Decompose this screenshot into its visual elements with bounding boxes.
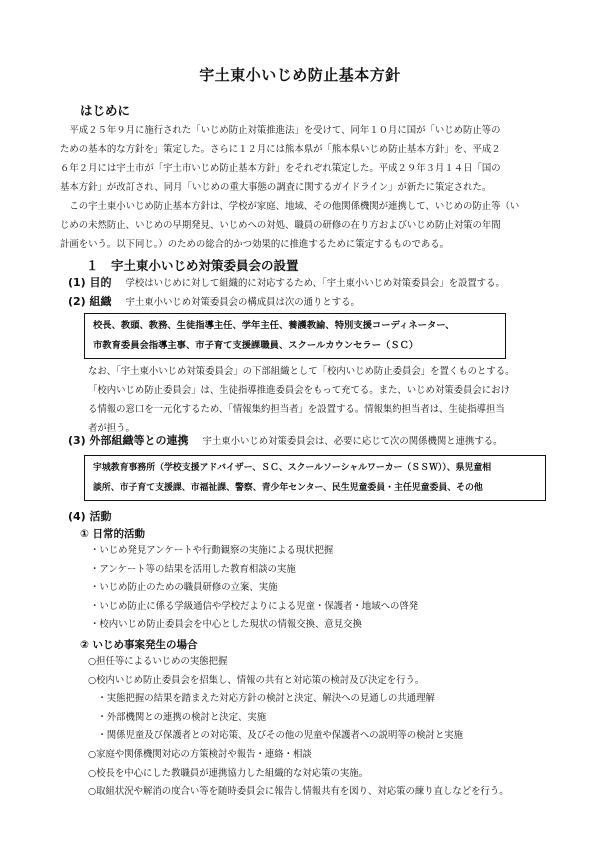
subsection-text: 宇土東小いじめ対策委員会の構成員は次の通りとする。 <box>125 297 360 308</box>
subsection-external-cooperation <box>68 432 503 448</box>
page-title: 宇土東小いじめ防止基本方針 <box>199 66 401 84</box>
box-line: 市教育委員会指導主事、市子育て支援課職員、スクールカウンセラー（ＳＣ） <box>93 340 419 351</box>
list-item: ・校内いじめ防止委員会を中心とした現状の情報交換、意見交換 <box>90 619 362 631</box>
text-line: る情報の窓口を一元化するため、「情報集約担当者」を設置する。情報集約担当者は、生徒指導担当 <box>88 404 505 415</box>
subsection-text: 宇土東小いじめ対策委員会は、必要に応じて次の関係機関と連携する。 <box>202 436 503 447</box>
subsection-text: 学校はいじめに対して組織的に対応するため、「宇土東小いじめ対策委員会」を設置する。 <box>125 278 505 289</box>
text-line: 「校内いじめ防止委員会」は、生徒指導推進委員会をもって充てる。また、いじめ対策委員会におけ <box>88 385 510 396</box>
intro-heading: はじめに <box>80 103 131 118</box>
subsection-purpose <box>68 274 505 290</box>
subsection-organization <box>68 293 360 309</box>
text-line: じめの未然防止、いじめの早期発見、いじめへの対処、職員の研修の在り方およびいじめ防止対策の年間 <box>60 220 501 231</box>
list-item: ・実態把握の結果を踏まえた対応方針の検討と決定、解決への見通しの共通理解 <box>88 693 435 705</box>
external-organizations-box <box>84 455 546 501</box>
text-line: 基本方針」が改訂され、同月「いじめの重大事態の調査に関するガイドライン」が新たに策定された。 <box>60 182 492 193</box>
list-item: ・いじめ防止に係る学級通信や学校だよりによる児童・保護者・地域への啓発 <box>90 600 419 612</box>
committee-members-box <box>84 313 506 359</box>
list-item: ・アンケート等の結果を活用した教育相談の実施 <box>90 563 296 575</box>
list-item: ○校内いじめ防止委員会を招集し、情報の共有と対応策の検討及び決定を行う。 <box>88 674 425 686</box>
intro-paragraph-1 <box>60 121 501 197</box>
daily-activities-list <box>90 542 418 635</box>
list-item: ・いじめ防止のための職員研修の立案、実施 <box>90 582 278 594</box>
text-line: 平成２５年９月に施行された「いじめ防止対策推進法」を受けて、同年１０月に国が「いじめ防止等の <box>60 125 501 136</box>
text-line: この宇土東小いじめ防止基本方針は、学校が家庭、地域、その他関係機関が連携して、いじめの防止等（い <box>60 201 520 212</box>
section-1-heading: １ 宇土東小いじめ対策委員会の設置 <box>86 258 299 273</box>
intro-paragraph-2 <box>60 197 519 254</box>
list-item: ○校長を中心にした教職員が連携協力した組織的な対応策の実施。 <box>88 767 369 779</box>
text-line: ６年２月には宇土市が「宇土市いじめ防止基本方針」をそれぞれ策定した。平成２９年３月１４日「国の <box>60 163 501 174</box>
incident-heading: ② いじめ事案発生の場合 <box>80 639 198 651</box>
box-line: 宇城教育事務所（学校支援アドバイザー、ＳＣ、スクールソーシャルワーカー（ＳＳＷ））、県児童相 <box>93 463 492 473</box>
list-item: ○家庭や関係機関対応の方策検討や報告・連絡・相談 <box>88 748 312 760</box>
list-item: ・関係児童及び保護者との対応策、及びその他の児童や保護者への説明等の検討と実施 <box>88 730 464 742</box>
list-item: ・いじめ発見アンケートや行動観察の実施による現状把握 <box>90 545 334 556</box>
list-item: ○取組状況や解消の度合い等を随時委員会に報告し情報共有を図り、対応策の練り直しなどを行う。 <box>88 786 509 798</box>
text-line: なお、「宇土東小いじめ対策委員会」の下部組織として「校内いじめ防止委員会」を置くものとする。 <box>88 366 515 377</box>
sub-organization-paragraph <box>88 362 515 438</box>
text-line: 計画をいう。以下同じ。）のための総合的かつ効果的に推進するために策定するものである。 <box>60 239 450 250</box>
daily-activities-heading: ① 日常的活動 <box>80 528 146 540</box>
list-item: ○担任等によるいじめの実態把握 <box>88 656 228 667</box>
subsection-activities: (4) 活動 <box>68 510 112 523</box>
box-line: 校長、教頭、教務、生徒指導主任、学年主任、養護教諭、特別支援コーディネーター、 <box>93 320 455 331</box>
list-item: ・外部機関との連携の検討と決定、実施 <box>88 711 267 723</box>
subsection-label: (2) 組織 <box>68 295 112 308</box>
box-line: 談所、市子育て支援課、市福祉課、警察、青少年センター、民生児童委員・主任児童委員、その他 <box>93 483 483 493</box>
text-line: ための基本的な方針を」策定した。さらに１２月には熊本県が「熊本県いじめ防止基本方針」を、平成２ <box>60 144 501 155</box>
subsection-label: (1) 目的 <box>68 276 112 289</box>
text-line: 者が担う。 <box>88 423 135 434</box>
incident-response-list <box>88 653 509 802</box>
subsection-label: (3) 外部組織等との連携 <box>68 434 189 447</box>
